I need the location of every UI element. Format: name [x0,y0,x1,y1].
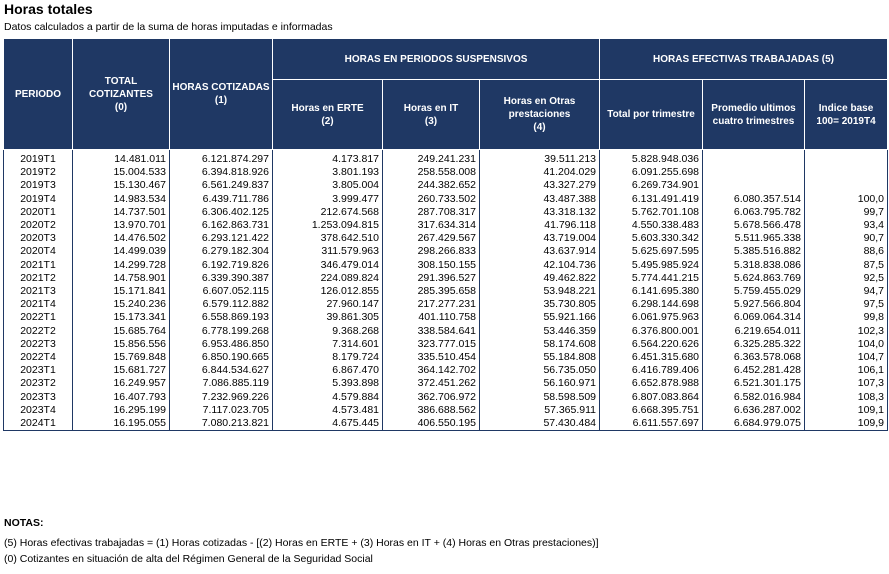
cell-it: 406.550.195 [383,417,480,431]
cell-it: 249.241.231 [383,150,480,167]
cell-indice: 90,7 [805,232,888,245]
header-promedio-line2: cuatro trimestres [712,115,795,127]
cell-cotizadas: 6.850.190.665 [170,351,273,364]
cell-promedio: 6.080.357.514 [703,193,805,206]
cell-total: 5.828.948.036 [600,150,703,167]
table-row [4,364,888,377]
cell-promedio: 6.684.979.075 [703,417,805,431]
table-row [4,206,888,219]
cell-otras: 49.462.822 [480,272,600,285]
cell-promedio: 5.511.965.338 [703,232,805,245]
header-indice-line2: 100= 2019T4 [816,115,876,127]
cell-promedio: 5.927.566.804 [703,298,805,311]
cell-it: 372.451.262 [383,377,480,390]
cell-cotizadas: 6.579.112.882 [170,298,273,311]
header-total-trimestre: Total por trimestre [600,80,703,150]
cell-cotizadas: 6.558.869.193 [170,311,273,324]
cell-periodo: 2022T3 [4,338,73,351]
cell-erte: 9.368.268 [273,325,383,338]
header-it [383,80,480,150]
cell-otras: 55.184.808 [480,351,600,364]
header-horas-cotizadas-line1: HORAS COTIZADAS [172,82,270,93]
cell-total: 6.298.144.698 [600,298,703,311]
cell-promedio: 6.069.064.314 [703,311,805,324]
cell-erte: 378.642.510 [273,232,383,245]
note-5: (5) Horas efectivas trabajadas = (1) Horas cotizadas - [(2) Horas en ERTE + (3) Horas en IT + (4) Horas en Otras prestaciones)] [4,537,599,549]
cell-periodo: 2020T4 [4,245,73,258]
cell-it: 217.277.231 [383,298,480,311]
cell-total: 6.131.491.419 [600,193,703,206]
cell-cotizadas: 6.306.402.125 [170,206,273,219]
cell-cotizadas: 6.162.863.731 [170,219,273,232]
cell-cotizadas: 6.394.818.926 [170,166,273,179]
cell-periodo: 2021T4 [4,298,73,311]
header-periodo: PERIODO [4,39,73,150]
cell-indice: 97,5 [805,298,888,311]
cell-indice: 106,1 [805,364,888,377]
cell-periodo: 2021T2 [4,272,73,285]
cell-indice: 88,6 [805,245,888,258]
header-it-line2: (3) [424,115,438,127]
cell-it: 291.396.527 [383,272,480,285]
header-horas-cotizadas-line2: (1) [214,95,228,106]
cell-promedio: 5.678.566.478 [703,219,805,232]
table-body [4,150,888,431]
cell-periodo: 2023T1 [4,364,73,377]
cell-it: 258.558.008 [383,166,480,179]
cell-indice [805,166,888,179]
table-row [4,166,888,179]
cell-cotizadas: 7.080.213.821 [170,417,273,431]
header-total-cotizantes-line1: TOTAL [104,75,138,87]
cell-indice [805,150,888,167]
cell-it: 308.150.155 [383,259,480,272]
cell-periodo: 2019T3 [4,179,73,192]
cell-promedio: 6.636.287.002 [703,404,805,417]
cell-cotizantes: 14.737.501 [73,206,170,219]
header-group-efectivas: HORAS EFECTIVAS TRABAJADAS (5) [600,39,888,80]
cell-it: 317.634.314 [383,219,480,232]
cell-total: 6.061.975.963 [600,311,703,324]
cell-cotizadas: 7.117.023.705 [170,404,273,417]
cell-periodo: 2021T1 [4,259,73,272]
cell-indice [805,179,888,192]
cell-periodo: 2019T2 [4,166,73,179]
table-row [4,259,888,272]
cell-it: 323.777.015 [383,338,480,351]
cell-indice: 102,3 [805,325,888,338]
cell-promedio: 6.363.578.068 [703,351,805,364]
cell-it: 298.266.833 [383,245,480,258]
table-row [4,391,888,404]
cell-total: 6.611.557.697 [600,417,703,431]
cell-total: 6.668.395.751 [600,404,703,417]
cell-total: 6.091.255.698 [600,166,703,179]
table-row [4,272,888,285]
header-group-suspensivos: HORAS EN PERIODOS SUSPENSIVOS [273,39,600,80]
cell-cotizadas: 6.192.719.826 [170,259,273,272]
page-subtitle: Datos calculados a partir de la suma de horas imputadas e informadas [4,21,333,33]
hours-table [3,38,888,431]
cell-promedio: 5.624.863.769 [703,272,805,285]
cell-promedio [703,166,805,179]
cell-cotizadas: 6.439.711.786 [170,193,273,206]
cell-cotizantes: 13.970.701 [73,219,170,232]
cell-total: 5.625.697.595 [600,245,703,258]
cell-cotizantes: 14.499.039 [73,245,170,258]
cell-erte: 5.393.898 [273,377,383,390]
cell-periodo: 2021T3 [4,285,73,298]
cell-cotizadas: 6.279.182.304 [170,245,273,258]
cell-indice: 107,3 [805,377,888,390]
header-otras-line2: prestaciones [508,109,571,120]
cell-cotizadas: 7.086.885.119 [170,377,273,390]
cell-erte: 7.314.601 [273,338,383,351]
cell-cotizadas: 6.121.874.297 [170,150,273,167]
cell-cotizadas: 6.844.534.627 [170,364,273,377]
cell-periodo: 2022T4 [4,351,73,364]
cell-indice: 104,7 [805,351,888,364]
cell-erte: 3.801.193 [273,166,383,179]
cell-promedio: 6.452.281.428 [703,364,805,377]
cell-total: 6.269.734.901 [600,179,703,192]
cell-cotizantes: 15.130.467 [73,179,170,192]
note-0: (0) Cotizantes en situación de alta del Régimen General de la Seguridad Social [4,553,373,565]
cell-erte: 212.674.568 [273,206,383,219]
cell-promedio: 5.759.455.029 [703,285,805,298]
page-title: Horas totales [4,1,93,17]
cell-total: 6.376.800.001 [600,325,703,338]
cell-it: 287.708.317 [383,206,480,219]
table-row [4,325,888,338]
cell-promedio: 5.385.516.882 [703,245,805,258]
cell-periodo: 2022T1 [4,311,73,324]
cell-indice: 108,3 [805,391,888,404]
cell-it: 401.110.758 [383,311,480,324]
cell-cotizadas: 6.778.199.268 [170,325,273,338]
table-row [4,232,888,245]
cell-erte: 27.960.147 [273,298,383,311]
cell-periodo: 2023T2 [4,377,73,390]
cell-otras: 43.318.132 [480,206,600,219]
cell-cotizantes: 16.407.793 [73,391,170,404]
cell-otras: 53.948.221 [480,285,600,298]
cell-total: 6.564.220.626 [600,338,703,351]
cell-it: 338.584.641 [383,325,480,338]
header-total-cotizantes-line2: COTIZANTES [89,88,153,100]
cell-cotizantes: 15.171.841 [73,285,170,298]
cell-promedio: 6.521.301.175 [703,377,805,390]
header-promedio-line1: Promedio ultimos [711,102,796,114]
cell-erte: 4.573.481 [273,404,383,417]
cell-otras: 43.637.914 [480,245,600,258]
table-row [4,298,888,311]
cell-it: 364.142.702 [383,364,480,377]
cell-indice: 99,8 [805,311,888,324]
cell-cotizantes: 15.240.236 [73,298,170,311]
cell-periodo: 2024T1 [4,417,73,431]
cell-total: 6.416.789.406 [600,364,703,377]
cell-promedio: 6.219.654.011 [703,325,805,338]
cell-otras: 42.104.736 [480,259,600,272]
cell-indice: 109,9 [805,417,888,431]
table-row [4,417,888,431]
header-otras-line1: Horas en Otras [503,96,576,107]
cell-otras: 55.921.166 [480,311,600,324]
cell-cotizadas: 6.607.052.115 [170,285,273,298]
cell-otras: 58.598.509 [480,391,600,404]
cell-otras: 41.796.118 [480,219,600,232]
cell-it: 260.733.502 [383,193,480,206]
cell-indice: 104,0 [805,338,888,351]
cell-total: 5.603.330.342 [600,232,703,245]
table-row [4,179,888,192]
header-otras-line3: (4) [533,122,546,133]
cell-otras: 43.487.388 [480,193,600,206]
cell-otras: 35.730.805 [480,298,600,311]
cell-indice: 94,7 [805,285,888,298]
table-row [4,351,888,364]
cell-cotizantes: 14.476.502 [73,232,170,245]
cell-indice: 93,4 [805,219,888,232]
cell-periodo: 2020T1 [4,206,73,219]
table-row [4,338,888,351]
cell-promedio [703,179,805,192]
header-erte-line2: (2) [321,115,334,127]
cell-cotizantes: 15.173.341 [73,311,170,324]
header-promedio [703,80,805,150]
cell-it: 267.429.567 [383,232,480,245]
header-total-cotizantes [73,39,170,150]
cell-it: 362.706.972 [383,391,480,404]
cell-otras: 53.446.359 [480,325,600,338]
cell-total: 6.807.083.864 [600,391,703,404]
header-total-cotizantes-line3: (0) [114,101,128,113]
cell-cotizantes: 15.856.556 [73,338,170,351]
cell-indice: 109,1 [805,404,888,417]
cell-periodo: 2019T1 [4,150,73,167]
cell-otras: 41.204.029 [480,166,600,179]
cell-periodo: 2022T2 [4,325,73,338]
cell-it: 386.688.562 [383,404,480,417]
cell-it: 244.382.652 [383,179,480,192]
cell-promedio: 6.325.285.322 [703,338,805,351]
cell-cotizadas: 6.561.249.837 [170,179,273,192]
header-it-line1: Horas en IT [403,102,459,114]
cell-cotizantes: 15.681.727 [73,364,170,377]
cell-erte: 1.253.094.815 [273,219,383,232]
cell-cotizantes: 16.295.199 [73,404,170,417]
header-erte-line1: Horas en ERTE [291,102,364,114]
cell-periodo: 2020T2 [4,219,73,232]
table-row [4,193,888,206]
cell-erte: 6.867.470 [273,364,383,377]
table-row [4,219,888,232]
cell-otras: 58.174.608 [480,338,600,351]
table-row [4,285,888,298]
cell-erte: 3.999.477 [273,193,383,206]
cell-erte: 4.579.884 [273,391,383,404]
cell-indice: 99,7 [805,206,888,219]
cell-cotizantes: 14.983.534 [73,193,170,206]
cell-total: 6.451.315.680 [600,351,703,364]
table-row [4,311,888,324]
cell-cotizantes: 14.299.728 [73,259,170,272]
cell-indice: 100,0 [805,193,888,206]
cell-erte: 346.479.014 [273,259,383,272]
cell-periodo: 2023T3 [4,391,73,404]
cell-cotizadas: 6.339.390.387 [170,272,273,285]
cell-cotizantes: 14.481.011 [73,150,170,167]
header-otras [480,80,600,150]
cell-periodo: 2023T4 [4,404,73,417]
cell-otras: 57.365.911 [480,404,600,417]
cell-total: 6.652.878.988 [600,377,703,390]
cell-erte: 311.579.963 [273,245,383,258]
cell-promedio [703,150,805,167]
cell-otras: 39.511.213 [480,150,600,167]
cell-otras: 43.719.004 [480,232,600,245]
notes-title: NOTAS: [4,517,44,529]
cell-promedio: 5.318.838.086 [703,259,805,272]
cell-erte: 39.861.305 [273,311,383,324]
cell-cotizantes: 16.249.957 [73,377,170,390]
cell-cotizantes: 15.685.764 [73,325,170,338]
cell-otras: 57.430.484 [480,417,600,431]
cell-periodo: 2019T4 [4,193,73,206]
table-row [4,150,888,167]
cell-erte: 8.179.724 [273,351,383,364]
cell-it: 285.395.658 [383,285,480,298]
cell-cotizadas: 6.293.121.422 [170,232,273,245]
cell-cotizadas: 6.953.486.850 [170,338,273,351]
cell-promedio: 6.582.016.984 [703,391,805,404]
cell-cotizadas: 7.232.969.226 [170,391,273,404]
cell-total: 5.495.985.924 [600,259,703,272]
cell-cotizantes: 16.195.055 [73,417,170,431]
cell-otras: 56.160.971 [480,377,600,390]
cell-otras: 56.735.050 [480,364,600,377]
cell-total: 5.762.701.108 [600,206,703,219]
header-indice [805,80,888,150]
cell-erte: 3.805.004 [273,179,383,192]
cell-cotizantes: 15.004.533 [73,166,170,179]
table-row [4,404,888,417]
cell-otras: 43.327.279 [480,179,600,192]
cell-erte: 224.089.824 [273,272,383,285]
header-horas-cotizadas [170,39,273,150]
cell-indice: 92,5 [805,272,888,285]
cell-cotizantes: 14.758.901 [73,272,170,285]
cell-erte: 4.173.817 [273,150,383,167]
cell-erte: 4.675.445 [273,417,383,431]
table-row [4,245,888,258]
cell-indice: 87,5 [805,259,888,272]
cell-total: 5.774.441.215 [600,272,703,285]
cell-it: 335.510.454 [383,351,480,364]
cell-total: 6.141.695.380 [600,285,703,298]
cell-cotizantes: 15.769.848 [73,351,170,364]
header-indice-line1: Indice base [818,102,874,114]
cell-total: 4.550.338.483 [600,219,703,232]
cell-periodo: 2020T3 [4,232,73,245]
table-row [4,377,888,390]
cell-promedio: 6.063.795.782 [703,206,805,219]
header-erte [273,80,383,150]
cell-erte: 126.012.855 [273,285,383,298]
